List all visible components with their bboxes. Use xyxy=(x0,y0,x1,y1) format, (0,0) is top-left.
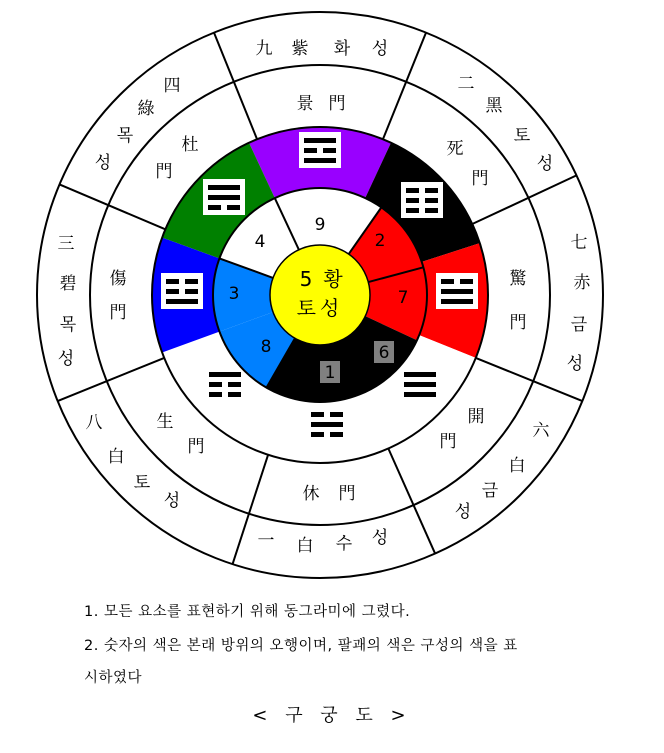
number-label-sw: 2 xyxy=(374,231,386,251)
star-char-n: 一 xyxy=(257,531,275,551)
star-char-sw: 二 xyxy=(457,74,475,94)
gate-char-s: 門 xyxy=(328,94,346,114)
star-char-e: 성 xyxy=(57,349,75,369)
number-label-s: 9 xyxy=(314,215,326,235)
gate-char-ne: 門 xyxy=(187,437,205,457)
star-char-nw: 성 xyxy=(454,502,472,522)
gate-char-s: 景 xyxy=(296,94,314,114)
star-char-w: 七 xyxy=(570,233,588,253)
xun-trigram-icon xyxy=(203,179,245,215)
star-char-se: 목 xyxy=(116,126,134,146)
note-2: 2. 숫자의 색은 본래 방위의 오행이며, 팔괘의 색은 구성의 색을 표 xyxy=(84,638,518,654)
qian-trigram-icon xyxy=(404,372,436,397)
star-char-ne: 八 xyxy=(85,413,103,433)
star-char-e: 三 xyxy=(57,234,75,254)
star-char-e: 碧 xyxy=(59,274,77,294)
number-label-nw: 6 xyxy=(378,343,390,363)
star-char-s: 화 xyxy=(333,39,351,59)
star-char-s: 성 xyxy=(371,39,389,59)
number-label-se: 4 xyxy=(254,232,266,252)
dui-trigram-icon xyxy=(436,273,478,309)
number-label-n: 1 xyxy=(324,363,336,383)
star-char-ne: 白 xyxy=(107,447,125,467)
star-char-s: 九 xyxy=(255,39,273,59)
star-char-ne: 토 xyxy=(133,473,151,493)
gate-char-e: 門 xyxy=(109,303,127,323)
gate-char-ne: 生 xyxy=(156,412,174,432)
star-char-w: 성 xyxy=(566,354,584,374)
star-char-s: 紫 xyxy=(291,39,309,59)
star-char-w: 赤 xyxy=(573,273,591,293)
star-char-nw: 금 xyxy=(481,481,499,501)
diagram-caption: < 구 궁 도 > xyxy=(252,705,412,726)
gate-char-e: 傷 xyxy=(109,269,127,289)
gate-char-sw: 死 xyxy=(446,139,464,159)
star-char-e: 목 xyxy=(59,315,77,335)
star-char-se: 綠 xyxy=(137,99,155,119)
star-char-nw: 白 xyxy=(508,456,526,476)
star-char-n: 白 xyxy=(296,536,314,556)
zhen-trigram-icon xyxy=(161,273,203,309)
star-char-n: 성 xyxy=(371,528,389,548)
gate-char-se: 門 xyxy=(155,162,173,182)
kun-trigram-icon xyxy=(401,182,443,218)
star-char-sw: 黑 xyxy=(485,96,503,116)
number-label-ne: 8 xyxy=(260,337,272,357)
star-char-sw: 토 xyxy=(513,126,531,146)
gate-char-w: 門 xyxy=(509,313,527,333)
star-char-nw: 六 xyxy=(532,421,550,441)
note-1: 1. 모든 요소를 표현하기 위해 동그라미에 그렸다. xyxy=(84,604,411,620)
star-char-w: 금 xyxy=(570,315,588,335)
star-char-se: 성 xyxy=(94,153,112,173)
gate-char-n: 門 xyxy=(338,484,356,504)
gate-char-se: 杜 xyxy=(181,135,199,155)
star-char-se: 四 xyxy=(163,76,181,96)
star-char-n: 수 xyxy=(335,534,353,554)
center-line2: 토성 xyxy=(296,296,344,320)
gate-char-w: 驚 xyxy=(509,269,527,289)
center-number: 5 xyxy=(299,267,313,291)
number-label-e: 3 xyxy=(228,284,240,304)
center-line1: 황 xyxy=(323,267,343,291)
gate-char-sw: 門 xyxy=(471,169,489,189)
li-trigram-icon xyxy=(299,132,341,168)
gate-char-nw: 開 xyxy=(467,407,485,427)
note-3: 시하였다 xyxy=(84,670,143,686)
center-circle xyxy=(270,245,370,345)
gate-char-n: 休 xyxy=(302,484,320,504)
star-char-sw: 성 xyxy=(536,154,554,174)
gate-char-nw: 門 xyxy=(439,432,457,452)
number-label-w: 7 xyxy=(397,288,409,308)
star-char-ne: 성 xyxy=(163,491,181,511)
